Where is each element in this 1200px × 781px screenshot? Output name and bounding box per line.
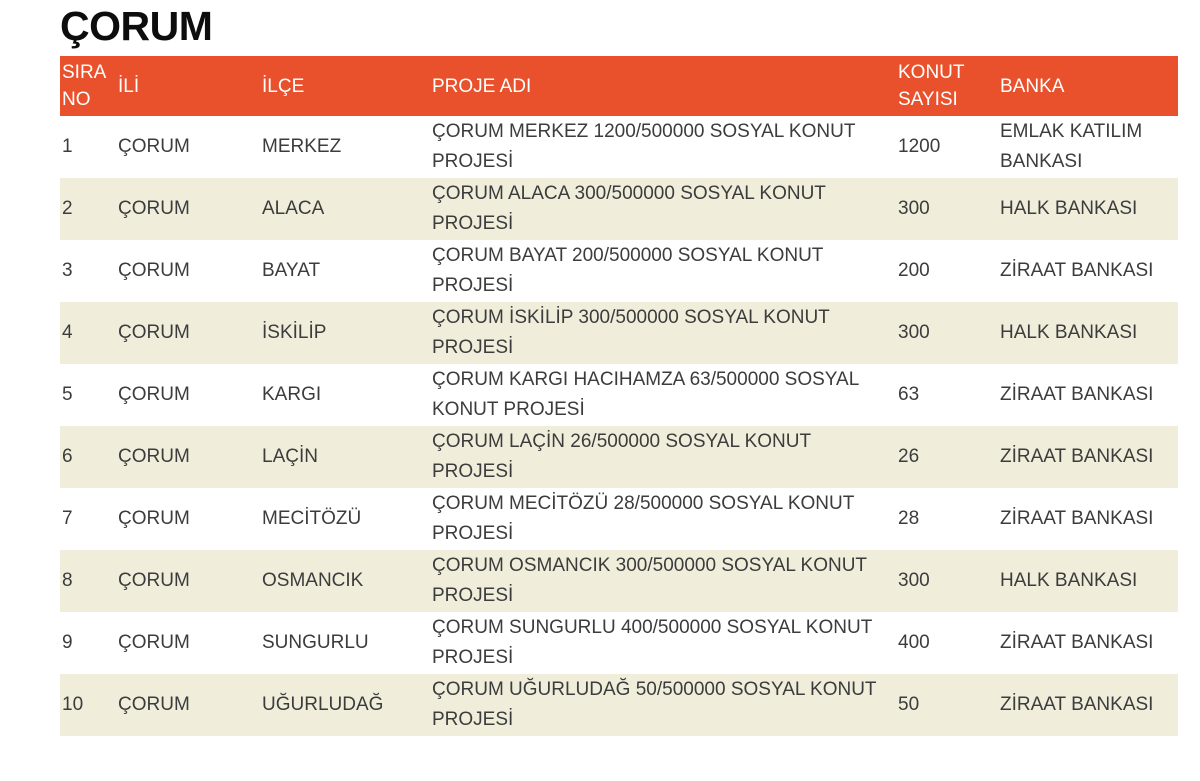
cell-sira-no: 9 [62, 632, 73, 653]
cell-konut-sayisi: 200 [898, 260, 930, 281]
cell-ilce: ALACA [262, 198, 325, 219]
column-header-banka: BANKA [1000, 75, 1065, 97]
table-row [60, 612, 1178, 674]
cell-ilce: KARGI [262, 384, 322, 405]
cell-banka: HALK BANKASI [1000, 198, 1138, 219]
table-row [60, 178, 1178, 240]
cell-ilce: BAYAT [262, 260, 321, 281]
cell-konut-sayisi: 50 [898, 694, 920, 715]
cell-konut-sayisi: 300 [898, 198, 930, 219]
cell-banka: ZİRAAT BANKASI [1000, 508, 1154, 529]
cell-sira-no: 2 [62, 198, 73, 219]
cell-proje-adi: ÇORUM ALACA 300/500000 SOSYAL KONUT PROJESİ [432, 183, 826, 234]
cell-ilce: MERKEZ [262, 136, 342, 157]
cell-sira-no: 4 [62, 322, 73, 343]
table-row [60, 116, 1178, 178]
cell-banka: HALK BANKASI [1000, 570, 1138, 591]
cell-ilce: İSKİLİP [262, 322, 327, 343]
cell-sira-no: 8 [62, 570, 73, 591]
cell-proje-adi: ÇORUM OSMANCIK 300/500000 SOSYAL KONUT PROJESİ [432, 555, 867, 606]
table-row [60, 240, 1178, 302]
cell-banka: ZİRAAT BANKASI [1000, 446, 1154, 467]
cell-ili: ÇORUM [118, 260, 190, 281]
cell-banka: ZİRAAT BANKASI [1000, 694, 1154, 715]
cell-ilce: SUNGURLU [262, 632, 369, 653]
cell-ili: ÇORUM [118, 446, 190, 467]
cell-proje-adi: ÇORUM MECİTÖZÜ 28/500000 SOSYAL KONUT PROJESİ [432, 493, 854, 544]
cell-ili: ÇORUM [118, 632, 190, 653]
cell-konut-sayisi: 400 [898, 632, 930, 653]
cell-banka: ZİRAAT BANKASI [1000, 632, 1154, 653]
column-header-proje-adi: PROJE ADI [432, 75, 532, 97]
cell-konut-sayisi: 63 [898, 384, 920, 405]
cell-ili: ÇORUM [118, 322, 190, 343]
cell-banka: EMLAK KATILIM BANKASI [1000, 121, 1143, 172]
table-row [60, 550, 1178, 612]
cell-sira-no: 6 [62, 446, 73, 467]
cell-proje-adi: ÇORUM İSKİLİP 300/500000 SOSYAL KONUT PROJESİ [432, 307, 830, 358]
cell-konut-sayisi: 28 [898, 508, 920, 529]
page [0, 2, 1200, 781]
cell-banka: ZİRAAT BANKASI [1000, 384, 1154, 405]
cell-ili: ÇORUM [118, 136, 190, 157]
cell-proje-adi: ÇORUM UĞURLUDAĞ 50/500000 SOSYAL KONUT PROJESİ [432, 679, 877, 730]
cell-ili: ÇORUM [118, 694, 190, 715]
table-row [60, 364, 1178, 426]
cell-proje-adi: ÇORUM BAYAT 200/500000 SOSYAL KONUT PROJESİ [432, 245, 824, 296]
cell-ili: ÇORUM [118, 508, 190, 529]
cell-proje-adi: ÇORUM MERKEZ 1200/500000 SOSYAL KONUT PROJESİ [432, 121, 856, 172]
cell-ili: ÇORUM [118, 198, 190, 219]
page-title: ÇORUM [60, 3, 213, 49]
cell-ilce: MECİTÖZÜ [262, 508, 362, 529]
cell-proje-adi: ÇORUM LAÇİN 26/500000 SOSYAL KONUT PROJESİ [432, 431, 811, 482]
cell-banka: ZİRAAT BANKASI [1000, 260, 1154, 281]
cell-sira-no: 7 [62, 508, 73, 529]
cell-sira-no: 3 [62, 260, 73, 281]
cell-sira-no: 1 [62, 136, 73, 157]
column-header-ilce: İLÇE [262, 75, 305, 97]
cell-ilce: UĞURLUDAĞ [262, 694, 384, 715]
cell-ilce: LAÇİN [262, 446, 318, 467]
cell-ili: ÇORUM [118, 570, 190, 591]
cell-konut-sayisi: 300 [898, 322, 930, 343]
cell-konut-sayisi: 1200 [898, 136, 941, 157]
cell-sira-no: 5 [62, 384, 73, 405]
table-row [60, 488, 1178, 550]
cell-konut-sayisi: 300 [898, 570, 930, 591]
cell-ili: ÇORUM [118, 384, 190, 405]
table-header-row [60, 56, 1178, 116]
cell-banka: HALK BANKASI [1000, 322, 1138, 343]
cell-konut-sayisi: 26 [898, 446, 920, 467]
table-row [60, 426, 1178, 488]
table-row [60, 302, 1178, 364]
table-row [60, 674, 1178, 736]
cell-ilce: OSMANCIK [262, 570, 364, 591]
projects-table [60, 56, 1178, 736]
cell-sira-no: 10 [62, 694, 84, 715]
column-header-sira-no: SIRA NO [62, 62, 106, 110]
column-header-konut-sayisi: KONUT SAYISI [898, 62, 965, 110]
table-body [60, 116, 1178, 736]
table-header [60, 56, 1178, 116]
cell-proje-adi: ÇORUM KARGI HACIHAMZA 63/500000 SOSYAL KONUT PROJESİ [432, 369, 859, 420]
column-header-ili: İLİ [118, 75, 140, 97]
cell-proje-adi: ÇORUM SUNGURLU 400/500000 SOSYAL KONUT PROJESİ [432, 617, 872, 668]
